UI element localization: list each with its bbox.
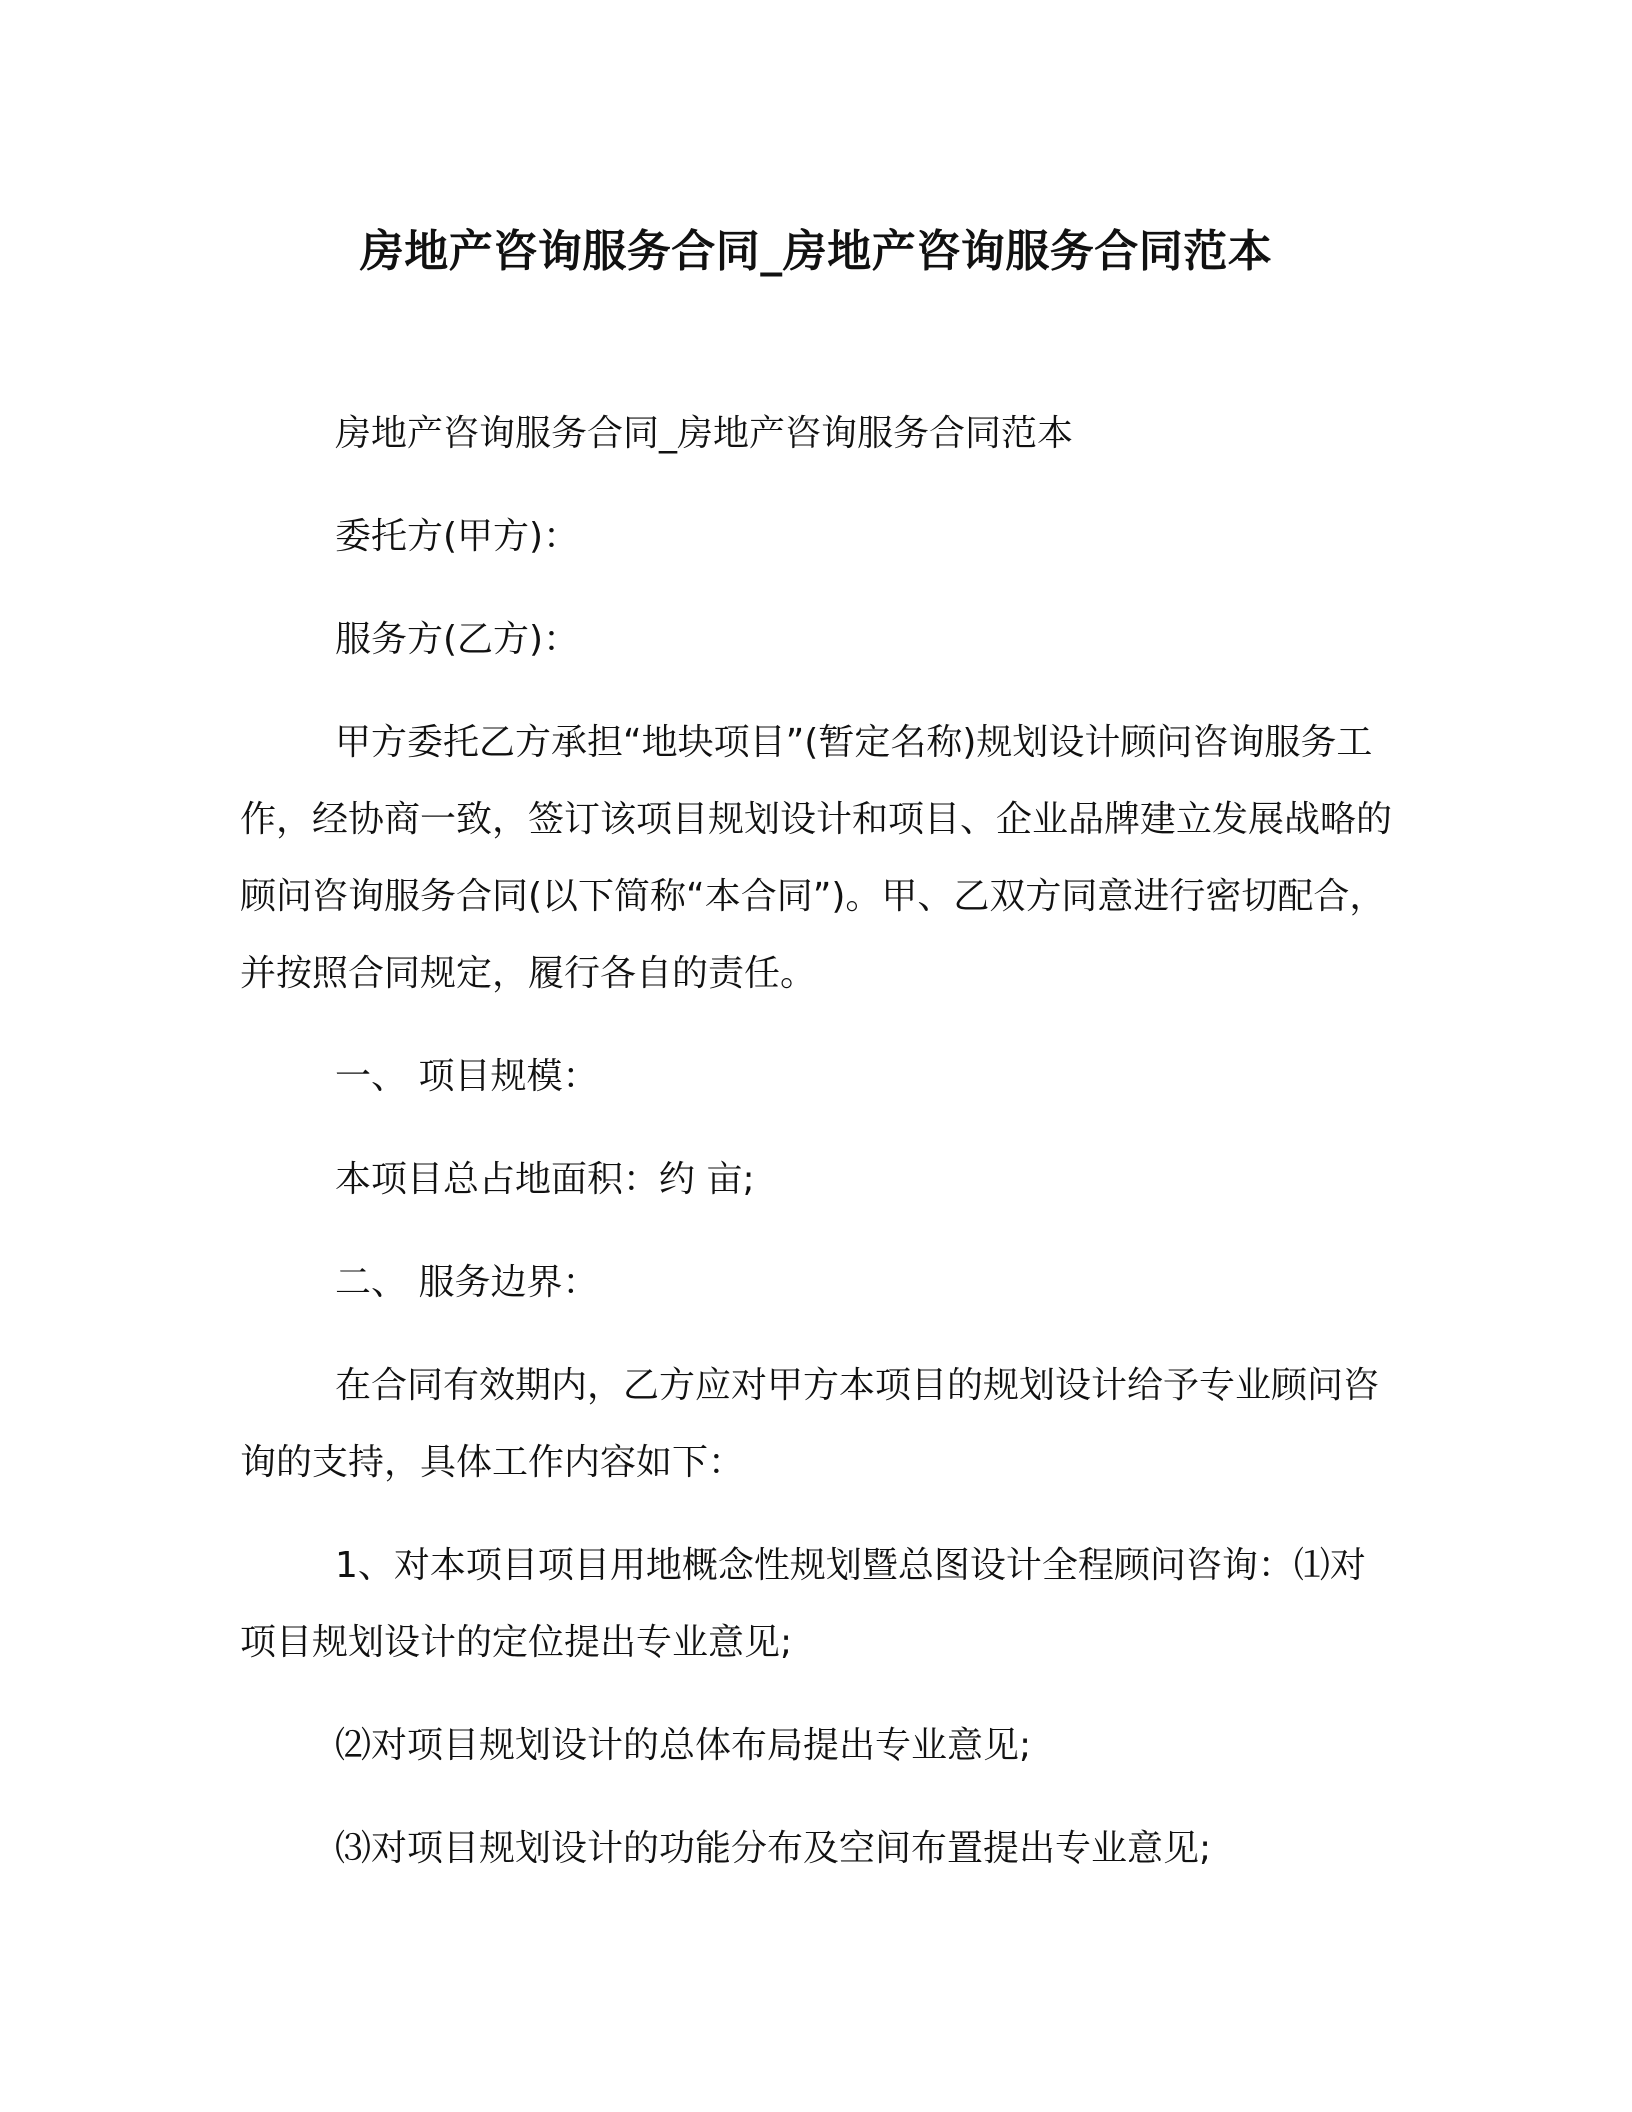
document-body: [240, 395, 1392, 1887]
list-item-3: ⑶对项目规划设计的功能分布及空间布置提出专业意见;: [335, 1828, 1212, 1869]
section-heading-scale: 一、 项目规模：: [335, 1056, 599, 1097]
list-item-1: 1、对本项目项目用地概念性规划暨总图设计全程顾问咨询：⑴对项目规划设计的定位提出专业意见;: [240, 1545, 1366, 1663]
paragraph-scope-intro: 在合同有效期内，乙方应对甲方本项目的规划设计给予专业顾问咨询的支持，具体工作内容如下：: [240, 1365, 1380, 1483]
list-item-2: ⑵对项目规划设计的总体布局提出专业意见;: [335, 1725, 1032, 1766]
paragraph-area: 本项目总占地面积：约 亩;: [335, 1159, 755, 1200]
document-title: 房地产咨询服务合同_房地产咨询服务合同范本: [359, 226, 1273, 277]
paragraph-intro: 甲方委托乙方承担“地块项目”(暂定名称)规划设计顾问咨询服务工作，经协商一致，签订该项目规划设计和项目、企业品牌建立发展战略的顾问咨询服务合同(以下简称“本合同”)。甲、乙双方同意进行密切配合，并按照合同规定，履行各自的责任。: [240, 722, 1393, 994]
paragraph-party-a: 委托方(甲方)：: [335, 516, 580, 557]
section-heading-scope: 二、 服务边界：: [335, 1262, 599, 1303]
paragraph-subtitle: 房地产咨询服务合同_房地产咨询服务合同范本: [335, 413, 1074, 454]
paragraph-party-b: 服务方(乙方)：: [335, 619, 580, 660]
